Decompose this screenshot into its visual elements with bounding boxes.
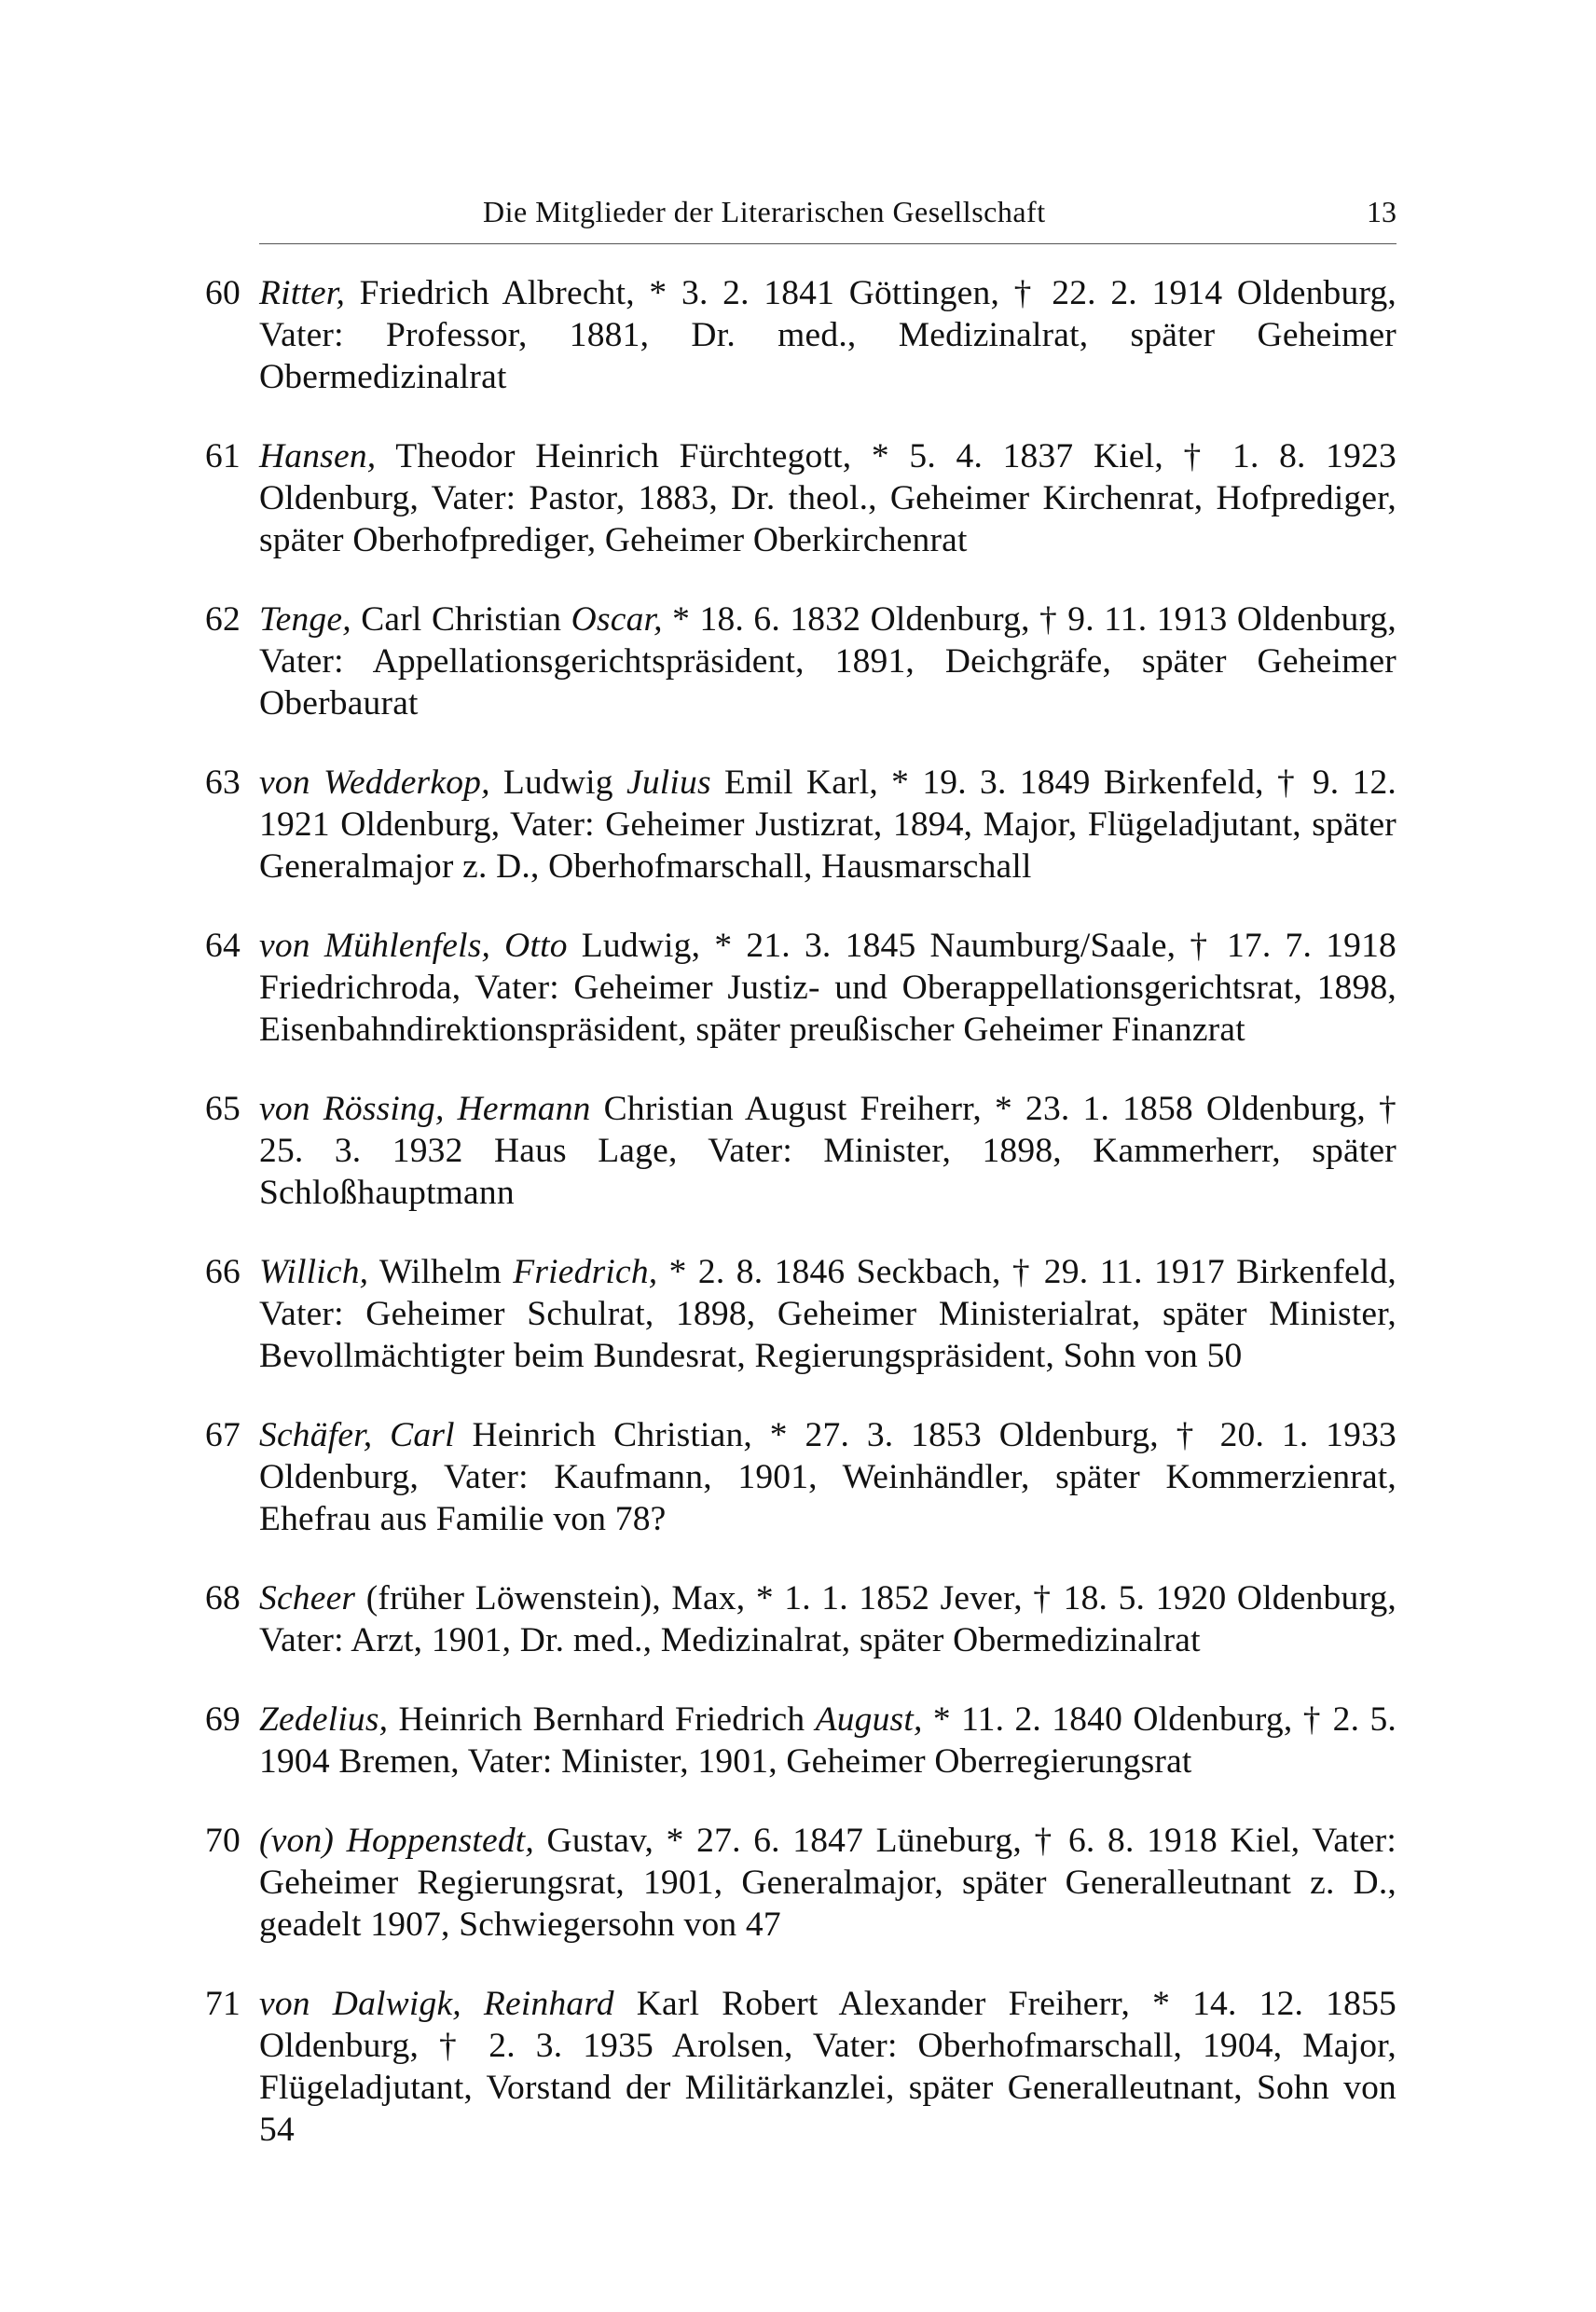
- entry-text: [259, 762, 1396, 888]
- member-entry: [205, 1414, 1396, 1540]
- entry-number: 63: [205, 764, 241, 802]
- entry-name-italic: Hansen,: [259, 437, 377, 475]
- entry-name-italic: Scheer: [259, 1579, 356, 1617]
- entry-text-segment: Friedrich Albrecht, * 3. 2. 1841 Göttingen, † 22. 2. 1914 Oldenburg, Vater: Professor, 1881, Dr. med., Medizinalrat, später Geheimer Obermedizinalrat: [259, 274, 1396, 396]
- entry-name-italic: von Wedderkop,: [259, 764, 490, 802]
- entry-text: [259, 1088, 1396, 1214]
- member-entry: [205, 1251, 1396, 1377]
- entry-text-segment: * 2. 8. 1846 Seckbach, † 29. 11. 1917 Birkenfeld, Vater: Geheimer Schulrat, 1898, Geheimer Ministerialrat, später Minister, Bevollmächtigter beim Bundesrat, Regierungspräsident, Sohn von 50: [259, 1253, 1397, 1375]
- entry-text-segment: Ludwig, * 21. 3. 1845 Naumburg/Saale, † 17. 7. 1918 Friedrichroda, Vater: Geheimer Justiz- und Oberappellationsgerichtsrat, 1898, Eisenbahndirektionspräsident, später preußischer Geheimer Finanzrat: [259, 927, 1396, 1049]
- entry-name-italic: August,: [815, 1700, 923, 1739]
- entry-name-italic: Ritter,: [259, 274, 346, 312]
- entry-number: 66: [205, 1253, 241, 1291]
- entry-number: 70: [205, 1822, 241, 1860]
- entry-text-segment: Emil Karl, * 19. 3. 1849 Birkenfeld, † 9. 12. 1921 Oldenburg, Vater: Geheimer Justizrat, 1894, Major, Flügeladjutant, später Generalmajor z. D., Oberhofmarschall, Hausmarschall: [259, 764, 1396, 886]
- entry-text: [259, 925, 1396, 1051]
- member-entry: [205, 599, 1396, 724]
- entry-number: 69: [205, 1700, 241, 1739]
- member-entry: [205, 1983, 1396, 2151]
- entry-text: [259, 1820, 1396, 1946]
- member-entry: [205, 925, 1396, 1051]
- entry-number: 65: [205, 1090, 241, 1128]
- entry-name-italic: Julius: [626, 764, 711, 802]
- entry-number: 61: [205, 437, 241, 475]
- entry-text: [259, 1251, 1396, 1377]
- entry-number: 62: [205, 600, 241, 639]
- entry-number: 71: [205, 1985, 241, 2023]
- entry-number: 67: [205, 1416, 241, 1454]
- entry-text-segment: Karl Robert Alexander Freiherr, * 14. 12. 1855 Oldenburg, † 2. 3. 1935 Arolsen, Vater: Oberhofmarschall, 1904, Major, Flügeladjutant, Vorstand der Militärkanzlei, später Generalleutnant, Sohn von 54: [259, 1985, 1396, 2149]
- entry-text-segment: (früher Löwenstein), Max, * 1. 1. 1852 Jever, † 18. 5. 1920 Oldenburg, Vater: Arzt, 1901, Dr. med., Medizinalrat, später Obermedizinalrat: [259, 1579, 1396, 1659]
- entry-name-italic: von Rössing, Hermann: [259, 1090, 591, 1128]
- entry-text: [259, 435, 1396, 561]
- entry-name-italic: Zedelius,: [259, 1700, 389, 1739]
- running-title: Die Mitglieder der Literarischen Gesellschaft: [483, 195, 1046, 228]
- member-entry: [205, 1577, 1396, 1661]
- entry-text-segment: Ludwig: [489, 764, 626, 802]
- entry-text-segment: * 18. 6. 1832 Oldenburg, † 9. 11. 1913 Oldenburg, Vater: Appellationsgerichtspräsident, 1891, Deichgräfe, später Geheimer Oberbaurat: [259, 600, 1396, 722]
- entry-text: [259, 272, 1396, 398]
- member-entry: [205, 1820, 1396, 1946]
- entry-text-segment: Carl Christian: [351, 600, 571, 639]
- entry-number: 64: [205, 927, 241, 965]
- entry-text-segment: Christian August Freiherr, * 23. 1. 1858 Oldenburg, † 25. 3. 1932 Haus Lage, Vater: Minister, 1898, Kammerherr, später Schloßhauptmann: [259, 1090, 1396, 1212]
- entry-name-italic: Oscar,: [571, 600, 663, 639]
- entry-text-segment: Gustav, * 27. 6. 1847 Lüneburg, † 6. 8. 1918 Kiel, Vater: Geheimer Regierungsrat, 1901, Generalmajor, später Generalleutnant z. D., geadelt 1907, Schwiegersohn von 47: [259, 1822, 1396, 1944]
- entry-text: [259, 1577, 1396, 1661]
- member-list: [205, 272, 1396, 2188]
- entry-text-segment: Heinrich Bernhard Friedrich: [388, 1700, 816, 1739]
- member-entry: [205, 272, 1396, 398]
- member-entry: [205, 1088, 1396, 1214]
- entry-text: [259, 599, 1396, 724]
- page-number: 13: [1367, 195, 1396, 228]
- entry-text-segment: Heinrich Christian, * 27. 3. 1853 Oldenburg, † 20. 1. 1933 Oldenburg, Vater: Kaufmann, 1901, Weinhändler, später Kommerzienrat, Ehefrau aus Familie von 78?: [259, 1416, 1396, 1538]
- running-head: [259, 191, 1396, 244]
- entry-text-segment: * 11. 2. 1840 Oldenburg, † 2. 5. 1904 Bremen, Vater: Minister, 1901, Geheimer Oberregierungsrat: [259, 1700, 1396, 1781]
- entry-text: [259, 1414, 1396, 1540]
- entry-name-italic: Schäfer, Carl: [259, 1416, 455, 1454]
- entry-number: 60: [205, 274, 241, 312]
- member-entry: [205, 1699, 1396, 1782]
- entry-name-italic: von Mühlenfels, Otto: [259, 927, 568, 965]
- entry-name-italic: Willich,: [259, 1253, 369, 1291]
- member-entry: [205, 435, 1396, 561]
- entry-text-segment: Theodor Heinrich Fürchtegott, * 5. 4. 1837 Kiel, † 1. 8. 1923 Oldenburg, Vater: Pastor, 1883, Dr. theol., Geheimer Kirchenrat, Hofprediger, später Oberhofprediger, Geheimer Oberkirchenrat: [259, 437, 1396, 559]
- entry-number: 68: [205, 1579, 241, 1617]
- entry-name-italic: Tenge,: [259, 600, 351, 639]
- entry-text-segment: Wilhelm: [368, 1253, 514, 1291]
- entry-text: [259, 1983, 1396, 2151]
- entry-name-italic: (von) Hoppenstedt,: [259, 1822, 534, 1860]
- entry-text: [259, 1699, 1396, 1782]
- entry-name-italic: von Dalwigk, Reinhard: [259, 1985, 614, 2023]
- entry-name-italic: Friedrich,: [513, 1253, 658, 1291]
- member-entry: [205, 762, 1396, 888]
